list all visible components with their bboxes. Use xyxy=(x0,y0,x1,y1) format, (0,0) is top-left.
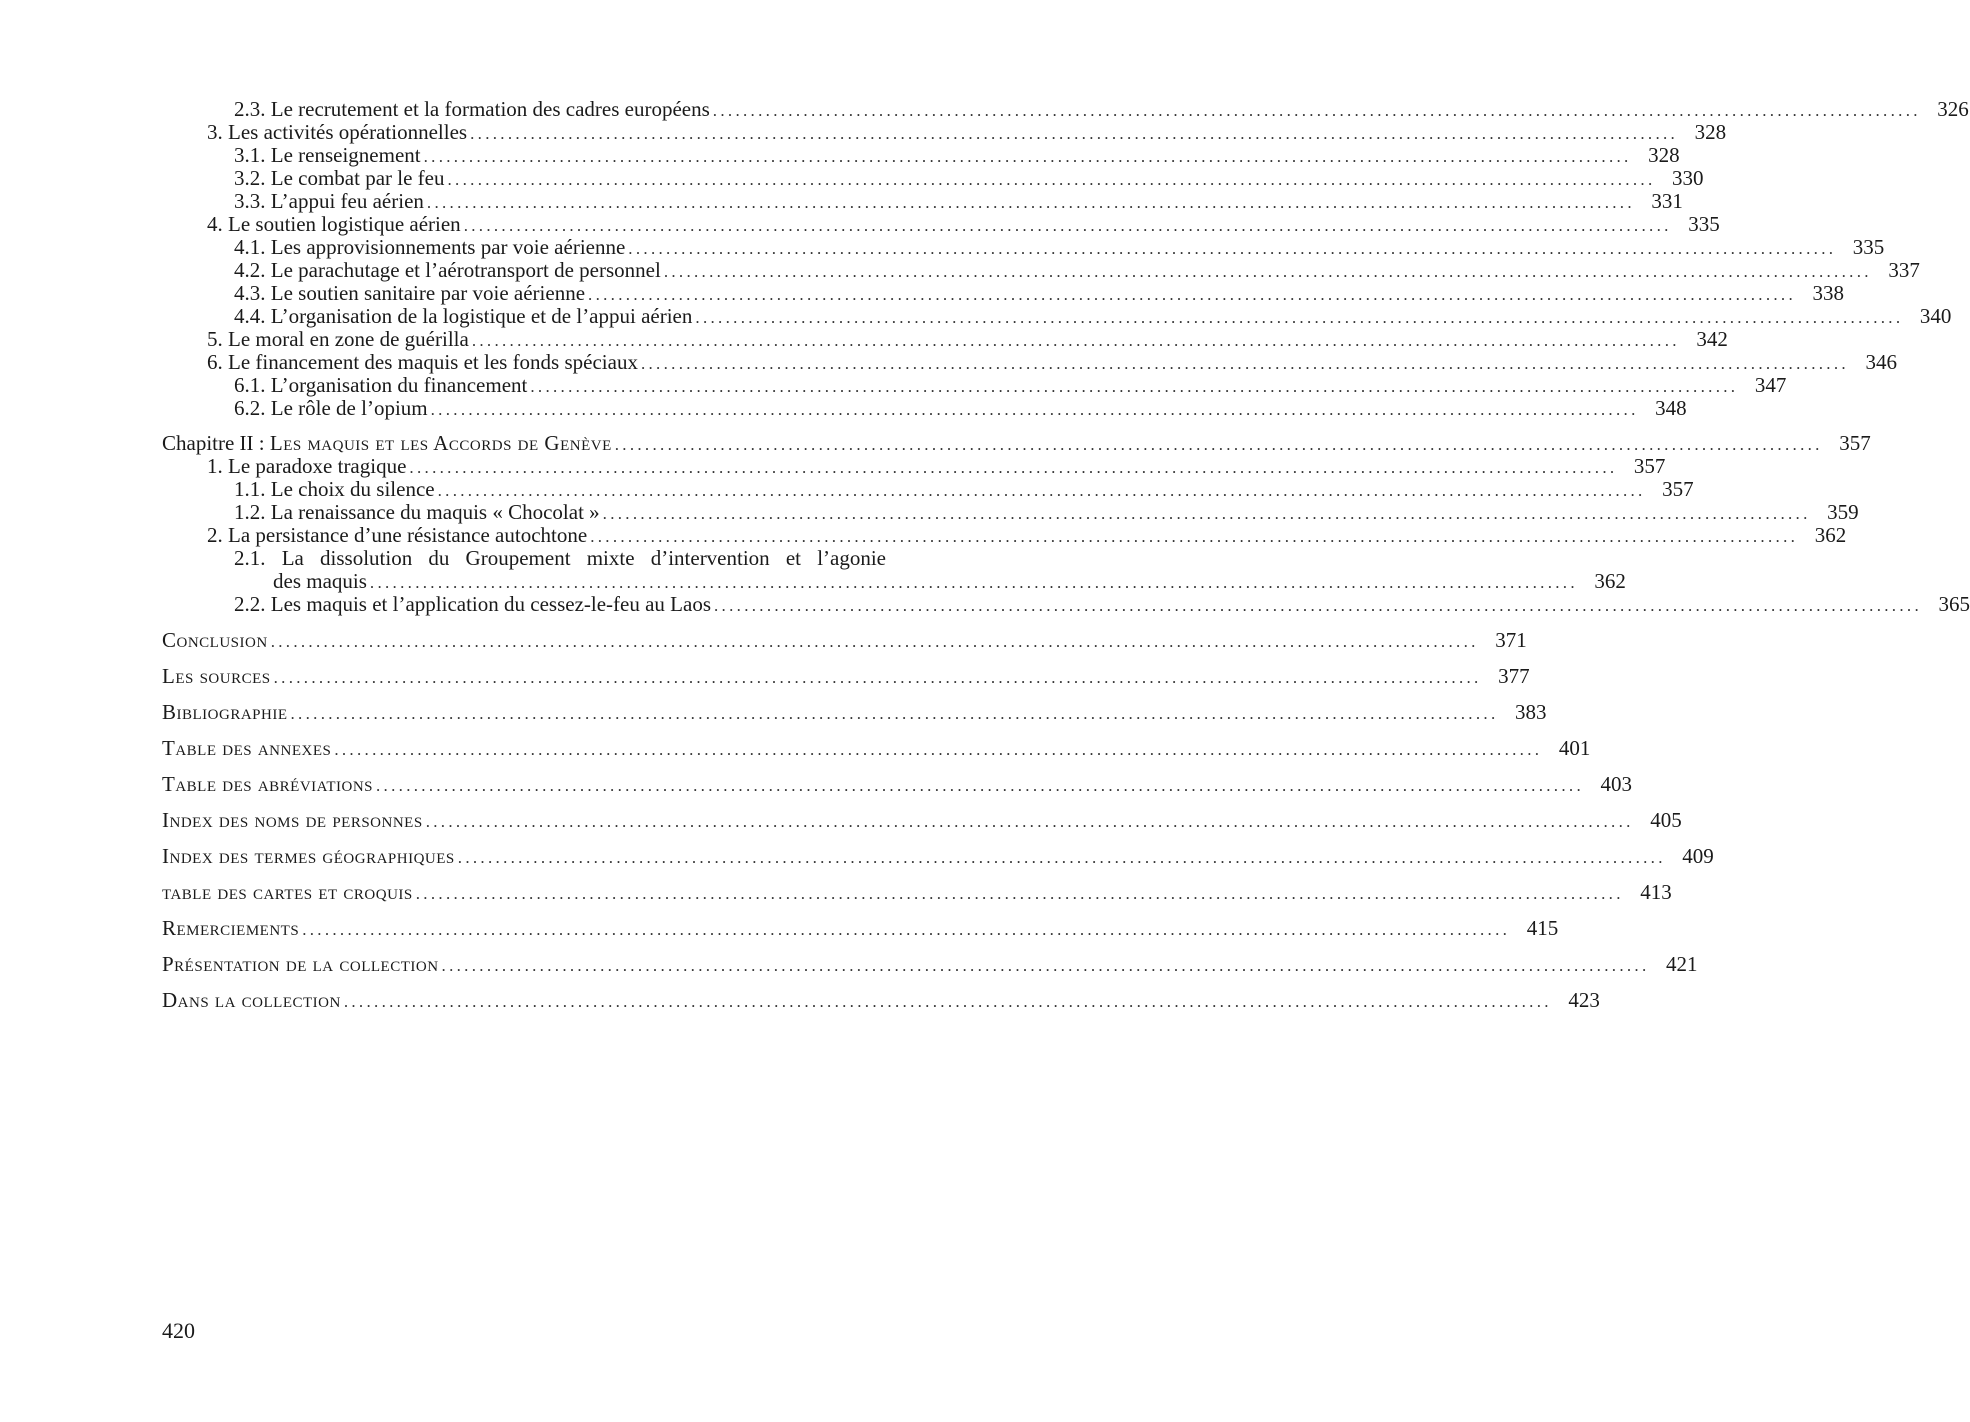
toc-chapter-heading xyxy=(162,431,1871,455)
leader-dots: ................................................................................................................................................................ xyxy=(695,308,1904,327)
page-number: 409 xyxy=(1682,844,1714,868)
toc-entry xyxy=(162,258,1920,282)
page-number: 401 xyxy=(1558,736,1591,760)
entry-title: L’appui feu aérien xyxy=(270,189,424,213)
toc-entry xyxy=(162,166,1704,190)
toc-section xyxy=(162,808,1682,832)
leader-dots: ................................................................................................................................................................ xyxy=(628,239,1837,258)
page-number: 335 xyxy=(1688,212,1720,236)
toc-section xyxy=(162,736,1591,760)
entry-title: Le soutien logistique aérien xyxy=(228,212,461,236)
leader-dots: ................................................................................................................................................................ xyxy=(602,504,1811,523)
toc-section xyxy=(162,880,1672,904)
leader-dots: ................................................................................................................................................................ xyxy=(590,527,1799,546)
leader-dots: ................................................................................................................................................................ xyxy=(376,776,1584,795)
toc-entry xyxy=(162,396,1687,420)
section-title: table des cartes et croquis xyxy=(162,880,413,904)
section-title: Présentation de la collection xyxy=(162,952,439,976)
entry-number: 6. xyxy=(207,350,223,374)
entry-number: 2.2. xyxy=(234,592,266,616)
page-number: 371 xyxy=(1495,628,1527,652)
page-folio: 420 xyxy=(162,1318,195,1343)
leader-dots: ................................................................................................................................................................ xyxy=(663,262,1872,281)
page-number: 326 xyxy=(1937,97,1969,121)
entry-number: 3.1. xyxy=(234,143,266,167)
toc-section xyxy=(162,844,1714,868)
entry-title: La renaissance du maquis « Chocolat » xyxy=(270,500,600,524)
page-number: 383 xyxy=(1515,700,1547,724)
entry-title: L’organisation de la logistique et de l’appui aérien xyxy=(270,304,693,328)
section-title: Index des noms de personnes xyxy=(162,808,423,832)
toc-section xyxy=(162,916,1559,940)
section-title: Bibliographie xyxy=(162,700,288,724)
toc-entry xyxy=(162,120,1727,144)
section-title: Table des annexes xyxy=(162,736,332,760)
toc-section xyxy=(162,664,1530,688)
toc-section xyxy=(162,988,1600,1012)
entry-title: Le combat par le feu xyxy=(270,166,445,190)
leader-dots: ................................................................................................................................................................ xyxy=(302,920,1511,939)
leader-dots: ................................................................................................................................................................ xyxy=(369,573,1578,592)
leader-dots: ................................................................................................................................................................ xyxy=(430,400,1639,419)
entry-number: 4.1. xyxy=(234,235,266,259)
entry-title: Le renseignement xyxy=(270,143,421,167)
leader-dots: ................................................................................................................................................................ xyxy=(423,147,1632,166)
entry-number: 3.2. xyxy=(234,166,266,190)
page-number: 405 xyxy=(1650,808,1682,832)
page-number: 348 xyxy=(1655,396,1687,420)
leader-dots: ................................................................................................................................................................ xyxy=(614,435,1823,454)
entry-number: 2. xyxy=(207,523,223,547)
toc-section xyxy=(162,700,1547,724)
entry-number: 2.3. xyxy=(234,97,266,121)
entry-title: Les approvisionnements par voie aérienne xyxy=(270,235,626,259)
page-number: 423 xyxy=(1568,988,1600,1012)
toc-entry xyxy=(162,189,1683,213)
entry-title: L’organisation du financement xyxy=(270,373,528,397)
toc-entry xyxy=(162,454,1666,478)
entry-title: Les maquis et l’application du cessez-le-feu au Laos xyxy=(270,592,711,616)
chapter-title: Les maquis et les Accords de Genève xyxy=(269,431,612,455)
leader-dots: ................................................................................................................................................................ xyxy=(273,668,1482,687)
page-number: 403 xyxy=(1600,772,1632,796)
page-number: 362 xyxy=(1814,523,1847,547)
page-number: 328 xyxy=(1694,120,1727,144)
entry-title: Le rôle de l’opium xyxy=(270,396,428,420)
leader-dots: ................................................................................................................................................................ xyxy=(588,285,1797,304)
page-number: 357 xyxy=(1839,431,1871,455)
section-title: Conclusion xyxy=(162,628,268,652)
entry-number: 1.1. xyxy=(234,477,266,501)
section-title: Table des abréviations xyxy=(162,772,373,796)
page-number: 413 xyxy=(1640,880,1672,904)
toc-entry xyxy=(162,327,1728,351)
entry-title: Les activités opérationnelles xyxy=(228,120,468,144)
entry-title: Le paradoxe tragique xyxy=(228,454,407,478)
page-number: 340 xyxy=(1919,304,1952,328)
entry-title: La persistance d’une résistance autochtone xyxy=(228,523,588,547)
leader-dots: ................................................................................................................................................................ xyxy=(425,812,1634,831)
page-number: 335 xyxy=(1852,235,1885,259)
page-number: 331 xyxy=(1651,189,1683,213)
page-number: 342 xyxy=(1696,327,1728,351)
entry-title: Le moral en zone de guérilla xyxy=(228,327,469,351)
page-number: 357 xyxy=(1662,477,1694,501)
entry-title: Le soutien sanitaire par voie aérienne xyxy=(270,281,586,305)
page-number: 346 xyxy=(1865,350,1897,374)
leader-dots: ................................................................................................................................................................ xyxy=(290,704,1499,723)
toc-entry xyxy=(162,281,1845,305)
toc-entry xyxy=(162,592,1970,616)
section-title: Les sources xyxy=(162,664,271,688)
page-number: 357 xyxy=(1633,454,1666,478)
toc-entry xyxy=(162,97,1969,121)
leader-dots: ................................................................................................................................................................ xyxy=(470,124,1679,143)
leader-dots: ................................................................................................................................................................ xyxy=(712,101,1921,120)
leader-dots: ................................................................................................................................................................ xyxy=(343,992,1552,1011)
leader-dots: ................................................................................................................................................................ xyxy=(334,740,1543,759)
page-number: 328 xyxy=(1648,143,1680,167)
entry-title: La dissolution du Groupement mixte d’intervention et l’agonie xyxy=(281,546,886,570)
entry-number: 4.4. xyxy=(234,304,266,328)
leader-dots: ................................................................................................................................................................ xyxy=(409,458,1618,477)
page-number: 359 xyxy=(1827,500,1859,524)
page-number: 338 xyxy=(1812,281,1845,305)
table-of-contents xyxy=(162,97,1970,1012)
page-number: 377 xyxy=(1498,664,1530,688)
page-number: 362 xyxy=(1594,569,1626,593)
toc-entry xyxy=(162,304,1952,328)
page-number: 347 xyxy=(1754,373,1787,397)
toc-entry xyxy=(162,373,1787,397)
leader-dots: ................................................................................................................................................................ xyxy=(463,216,1672,235)
entry-number: 5. xyxy=(207,327,223,351)
entry-number: 4. xyxy=(207,212,223,236)
toc-section xyxy=(162,772,1632,796)
entry-number: 4.2. xyxy=(234,258,266,282)
toc-entry xyxy=(162,350,1897,374)
entry-number: 1.2. xyxy=(234,500,266,524)
entry-number: 3.3. xyxy=(234,189,266,213)
page-number: 337 xyxy=(1888,258,1920,282)
page-number: 330 xyxy=(1672,166,1704,190)
toc-section xyxy=(162,952,1698,976)
entry-title: Le recrutement et la formation des cadres européens xyxy=(270,97,710,121)
leader-dots: ................................................................................................................................................................ xyxy=(447,170,1656,189)
section-title: Remerciements xyxy=(162,916,300,940)
page-number: 415 xyxy=(1526,916,1559,940)
leader-dots: ................................................................................................................................................................ xyxy=(415,884,1624,903)
entry-number: 1. xyxy=(207,454,223,478)
leader-dots: ................................................................................................................................................................ xyxy=(441,956,1650,975)
toc-entry xyxy=(162,235,1885,259)
toc-entry-wrapped-line2 xyxy=(162,569,1626,593)
toc-entry-wrapped-line1 xyxy=(162,547,886,570)
leader-dots: ................................................................................................................................................................ xyxy=(270,632,1479,651)
entry-number: 6.2. xyxy=(234,396,266,420)
toc-section xyxy=(162,628,1527,652)
leader-dots: ................................................................................................................................................................ xyxy=(640,354,1849,373)
page-number: 365 xyxy=(1938,592,1970,616)
toc-entry xyxy=(162,212,1720,236)
entry-number: 4.3. xyxy=(234,281,266,305)
toc-entry xyxy=(162,477,1694,501)
page-number: 421 xyxy=(1666,952,1698,976)
toc-entry xyxy=(162,143,1680,167)
entry-number: 6.1. xyxy=(234,373,266,397)
section-title: Index des termes géographiques xyxy=(162,844,455,868)
leader-dots: ................................................................................................................................................................ xyxy=(714,596,1922,615)
leader-dots: ................................................................................................................................................................ xyxy=(457,848,1666,867)
leader-dots: ................................................................................................................................................................ xyxy=(426,193,1635,212)
entry-title: Le parachutage et l’aérotransport de personnel xyxy=(270,258,661,282)
entry-title: Le financement des maquis et les fonds spéciaux xyxy=(228,350,638,374)
leader-dots: ................................................................................................................................................................ xyxy=(437,481,1646,500)
section-title: Dans la collection xyxy=(162,988,341,1012)
entry-number: 2.1. xyxy=(234,546,266,570)
leader-dots: ................................................................................................................................................................ xyxy=(530,377,1739,396)
toc-entry xyxy=(162,500,1859,524)
entry-title: Le choix du silence xyxy=(270,477,435,501)
entry-number: 3. xyxy=(207,120,223,144)
entry-title-continued: des maquis xyxy=(273,569,367,593)
chapter-prefix: Chapitre II : xyxy=(162,431,265,455)
leader-dots: ................................................................................................................................................................ xyxy=(471,331,1680,350)
toc-entry xyxy=(162,523,1847,547)
